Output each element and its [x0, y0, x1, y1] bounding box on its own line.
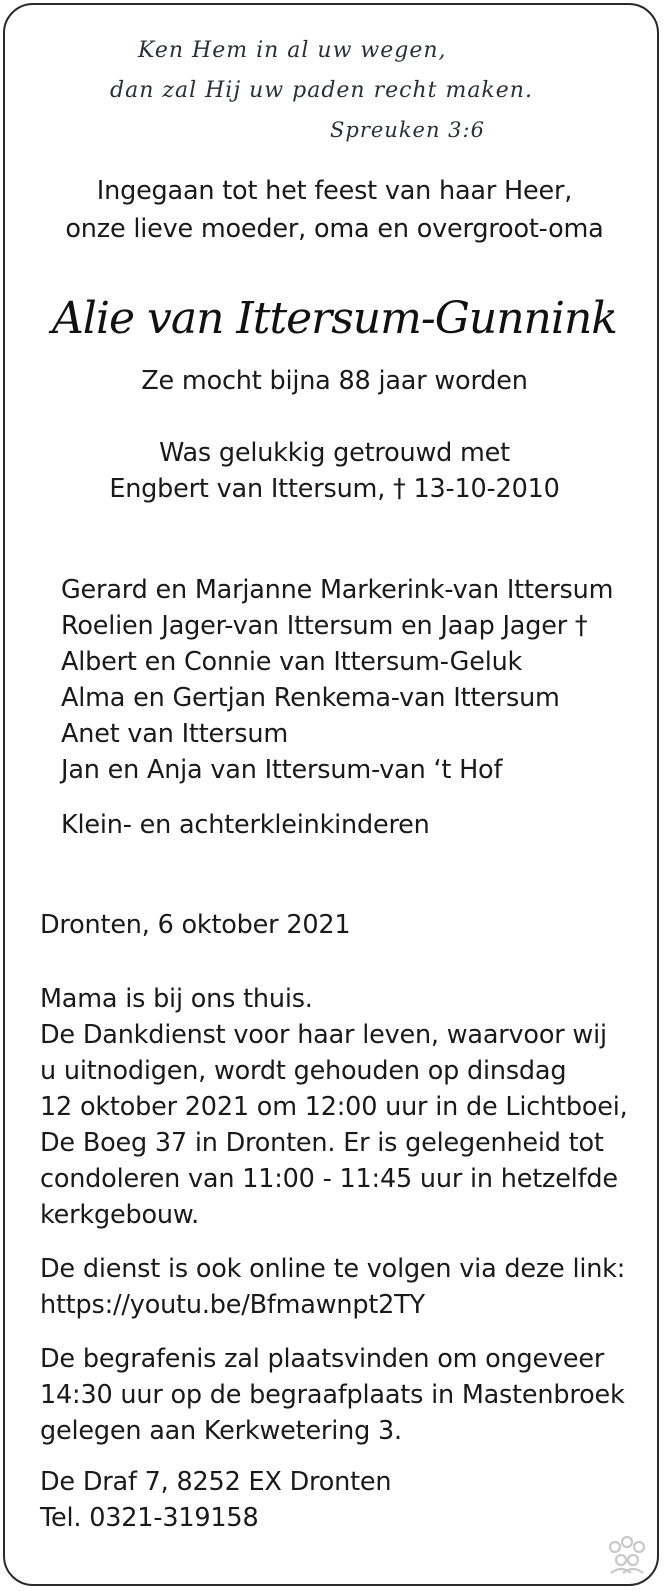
family-member: Alma en Gertjan Renkema-van Ittersum	[61, 683, 560, 713]
service-line: kerkgebouw.	[40, 1200, 200, 1230]
handwritten-verse-reference: Spreuken 3:6	[330, 118, 485, 142]
burial-line: De begrafenis zal plaatsvinden om ongeveer	[40, 1344, 605, 1374]
family-member: Jan en Anja van Ittersum-van ‘t Hof	[61, 755, 503, 785]
family-member: Albert en Connie van Ittersum-Geluk	[61, 647, 523, 677]
intro-line-2: onze lieve moeder, oma en overgroot-oma	[65, 214, 604, 244]
deceased-name: Alie van Ittersum-Gunnink	[52, 293, 617, 344]
service-line: De Dankdienst voor haar leven, waarvoor wij	[40, 1020, 607, 1050]
spouse-line-1: Was gelukkig getrouwd met	[159, 438, 510, 468]
age-line: Ze mocht bijna 88 jaar worden	[141, 366, 528, 396]
family-member: Gerard en Marjanne Markerink-van Ittersum	[61, 575, 614, 605]
service-line: condoleren van 11:00 - 11:45 uur in hetzelfde	[40, 1164, 618, 1194]
service-line: De Boeg 37 in Dronten. Er is gelegenheid tot	[40, 1128, 604, 1158]
family-member: Roelien Jager-van Ittersum en Jaap Jager †	[61, 611, 588, 641]
place-date: Dronten, 6 oktober 2021	[40, 910, 351, 940]
service-line: 12 oktober 2021 om 12:00 uur in de Lichtboei,	[40, 1092, 628, 1122]
contact-address: De Draf 7, 8252 EX Dronten	[40, 1467, 392, 1497]
spouse-line-2: Engbert van Ittersum, † 13-10-2010	[109, 474, 560, 504]
service-line: Mama is bij ons thuis.	[40, 984, 313, 1014]
people-group-icon	[605, 1533, 649, 1575]
contact-phone: Tel. 0321-319158	[40, 1503, 259, 1533]
handwritten-verse-line-1: Ken Hem in al uw wegen,	[138, 38, 447, 63]
intro-line-1: Ingegaan tot het feest van haar Heer,	[96, 176, 573, 206]
stream-link[interactable]: https://youtu.be/Bfmawnpt2TY	[40, 1290, 425, 1320]
family-member: Anet van Ittersum	[61, 719, 288, 749]
burial-line: 14:30 uur op de begraafplaats in Mastenbroek	[40, 1380, 625, 1410]
handwritten-verse-line-2: dan zal Hij uw paden recht maken.	[110, 78, 533, 103]
service-line: u uitnodigen, wordt gehouden op dinsdag	[40, 1056, 567, 1086]
burial-line: gelegen aan Kerkwetering 3.	[40, 1416, 402, 1446]
grandchildren-line: Klein- en achterkleinkinderen	[61, 810, 430, 840]
online-line: De dienst is ook online te volgen via deze link:	[40, 1254, 626, 1284]
